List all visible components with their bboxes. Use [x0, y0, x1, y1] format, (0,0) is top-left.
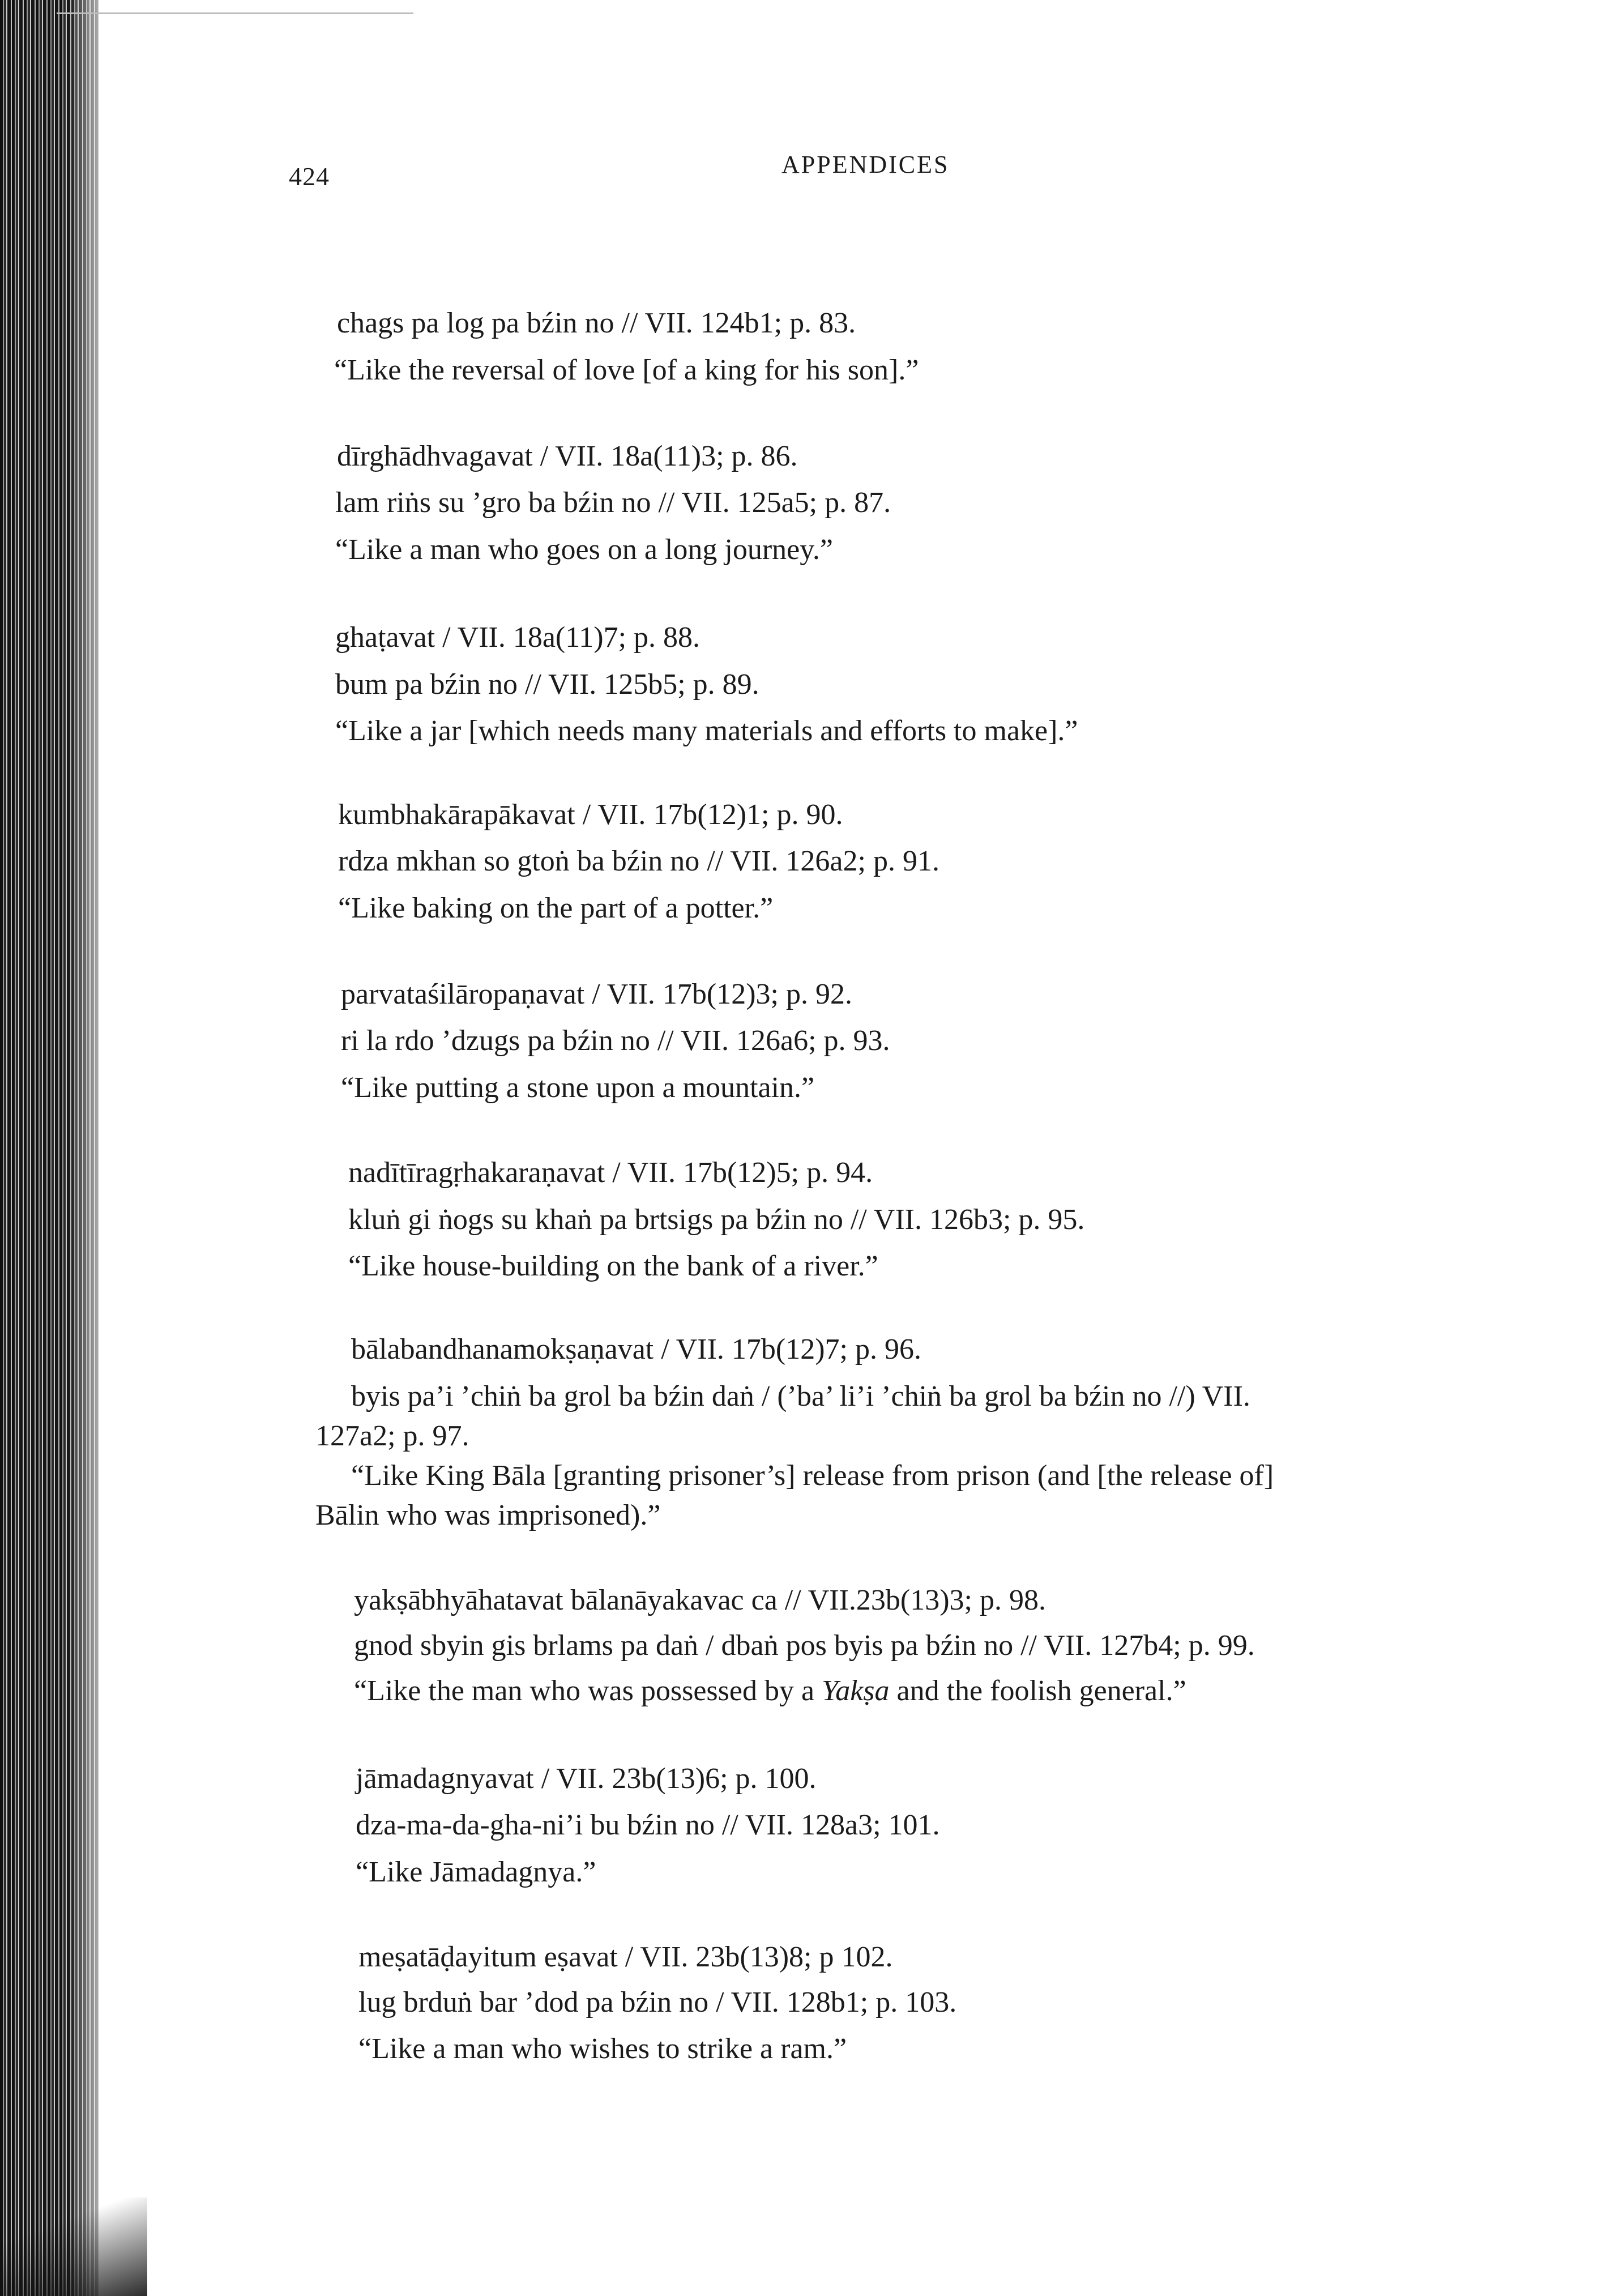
entry-8-translation-italic: Yakṣa	[822, 1675, 890, 1707]
page-number: 424	[289, 162, 330, 191]
binding-shadow	[68, 0, 108, 2296]
entry-7-translation-1: “Like King Bāla [granting prisoner’s] release from prison (and [the release of]	[351, 1459, 1274, 1492]
scan-corner-shadow	[0, 2197, 147, 2296]
entry-5-tibetan: ri la rdo ’dzugs pa bźin no // VII. 126a6; p. 93.	[341, 1025, 890, 1057]
scan-top-edge	[57, 12, 413, 14]
entry-8-tibetan: gnod sbyin gis brlams pa daṅ / dbaṅ pos byis pa bźin no // VII. 127b4; p. 99.	[354, 1629, 1255, 1662]
entry-6-translation: “Like house-building on the bank of a river.”	[348, 1250, 878, 1282]
entry-7-sanskrit: bālabandhanamokṣaṇavat / VII. 17b(12)7; p. 96.	[351, 1333, 921, 1365]
entry-3-tibetan: bum pa bźin no // VII. 125b5; p. 89.	[335, 668, 759, 701]
entry-9-tibetan: dza-ma-da-gha-ni’i bu bźin no // VII. 128a3; 101.	[356, 1809, 940, 1841]
entry-9-sanskrit: jāmadagnyavat / VII. 23b(13)6; p. 100.	[356, 1762, 817, 1795]
entry-10-sanskrit: meṣatāḍayitum eṣavat / VII. 23b(13)8; p 102.	[358, 1941, 893, 1973]
entry-4-translation: “Like baking on the part of a potter.”	[338, 892, 774, 924]
entry-6-sanskrit: nadītīragṛhakaraṇavat / VII. 17b(12)5; p. 94.	[348, 1156, 873, 1189]
running-head: APPENDICES	[781, 151, 950, 178]
entry-6-tibetan: kluṅ gi ṅogs su khaṅ pa brtsigs pa bźin no // VII. 126b3; p. 95.	[348, 1204, 1085, 1236]
entry-1-tibetan: chags pa log pa bźin no // VII. 124b1; p. 83.	[337, 307, 856, 339]
entry-8-translation-start: “Like the man who was possessed by a	[354, 1675, 822, 1707]
entry-8-sanskrit: yakṣābhyāhatavat bālanāyakavac ca // VII.23b(13)3; p. 98.	[354, 1584, 1046, 1616]
entry-5-translation: “Like putting a stone upon a mountain.”	[341, 1072, 815, 1104]
entry-5-sanskrit: parvataśilāropaṇavat / VII. 17b(12)3; p. 92.	[341, 978, 852, 1010]
entry-4-tibetan: rdza mkhan so gtoṅ ba bźin no // VII. 126a2; p. 91.	[338, 845, 939, 877]
entry-3-sanskrit: ghaṭavat / VII. 18a(11)7; p. 88.	[335, 621, 701, 654]
entry-8-translation-end: and the foolish general.”	[889, 1675, 1186, 1707]
entry-2-tibetan: lam riṅs su ’gro ba bźin no // VII. 125a5; p. 87.	[335, 486, 891, 519]
entry-10-tibetan: lug brduṅ bar ’dod pa bźin no / VII. 128b1; p. 103.	[358, 1986, 957, 2018]
entry-10-translation: “Like a man who wishes to strike a ram.”	[358, 2033, 847, 2065]
entry-7-tibetan-2: 127a2; p. 97.	[315, 1420, 469, 1452]
entry-7-tibetan-1: byis pa’i ’chiṅ ba grol ba bźin daṅ / (’ba’ li’i ’chiṅ ba grol ba bźin no //) VII.	[351, 1380, 1250, 1412]
entry-7-translation-2: Bālin who was imprisoned).”	[315, 1499, 661, 1531]
entry-4-sanskrit: kumbhakārapākavat / VII. 17b(12)1; p. 90.	[338, 799, 843, 831]
entry-3-translation: “Like a jar [which needs many materials and efforts to make].”	[335, 715, 1078, 747]
entry-8-translation	[354, 1676, 1186, 1706]
entry-2-translation: “Like a man who goes on a long journey.”	[335, 534, 833, 566]
entry-2-sanskrit: dīrghādhvagavat / VII. 18a(11)3; p. 86.	[337, 440, 798, 472]
entry-9-translation: “Like Jāmadagnya.”	[356, 1856, 596, 1888]
entry-1-translation: “Like the reversal of love [of a king for his son].”	[334, 354, 919, 386]
